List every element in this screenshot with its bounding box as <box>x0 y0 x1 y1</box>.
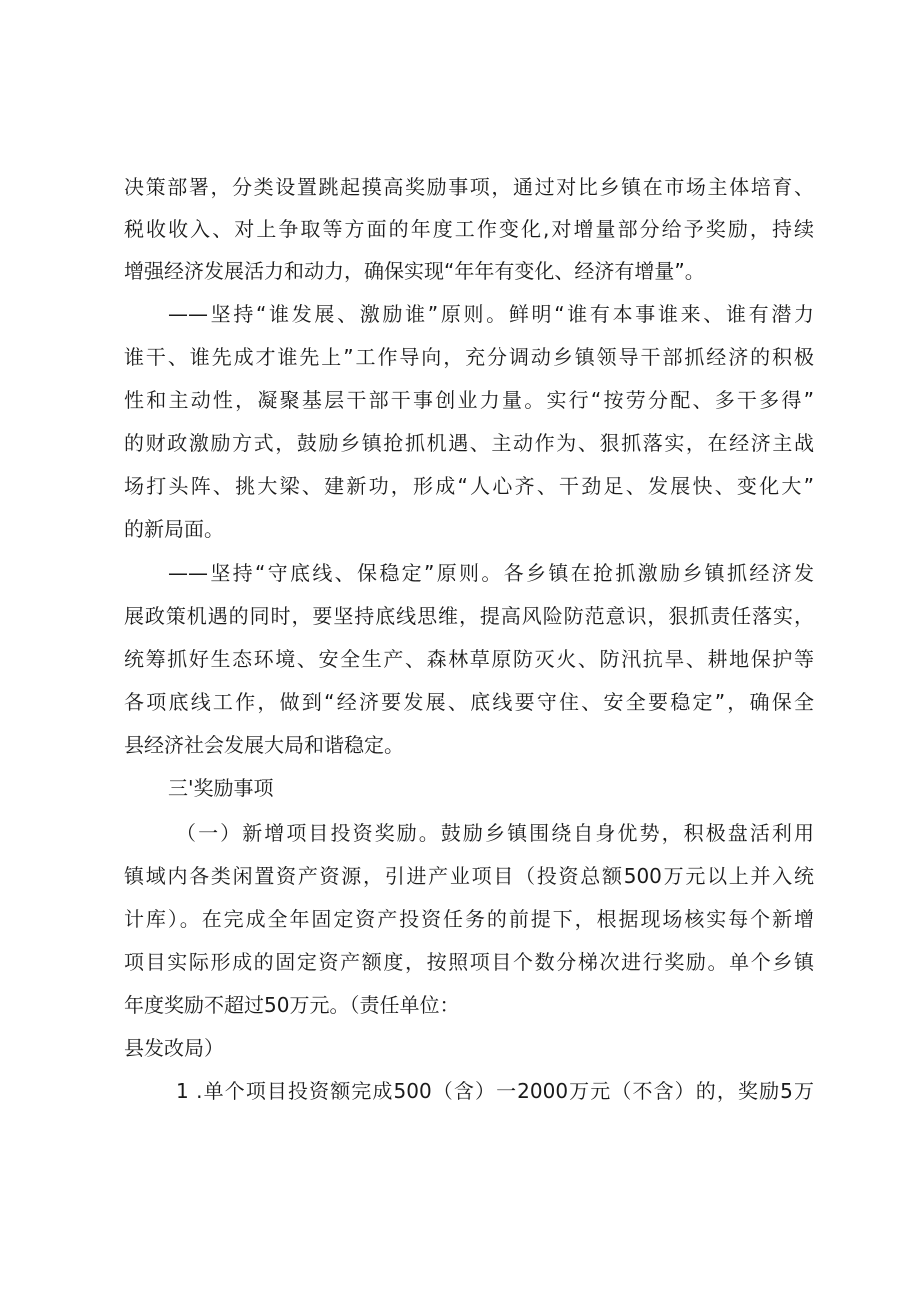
text-line-17: 镇域内各类闲置资产资源，引进产业项目（投资总额500万元以上并入统 <box>124 864 814 888</box>
text-line-5: 谁干、谁先成才谁先上”工作导向，充分调动乡镇领导干部抓经济的积极 <box>124 345 814 369</box>
text-line-9: 的新局面。 <box>124 517 224 541</box>
text-line-6: 性和主动性，凝聚基层干部干事创业力量。实行“按劳分配、多干多得” <box>124 388 814 412</box>
text-line-14: 县经济社会发展大局和谐稳定。 <box>124 733 404 757</box>
text-line-18: 计库）。在完成全年固定资产投资任务的前提下，根据现场核实每个新增 <box>124 907 814 931</box>
text-line-4: ——坚持“谁发展、激励谁”原则。鲜明“谁有本事谁来、谁有潜力 <box>168 302 814 326</box>
text-line-2: 税收收入、对上争取等方面的年度工作变化,对增量部分给予奖励，持续 <box>124 217 814 241</box>
text-line-16: （一）新增项目投资奖励。鼓励乡镇围绕自身优势，积极盘活利用 <box>176 821 814 845</box>
text-line-12: 统筹抓好生态环境、安全生产、森林草原防灭火、防汛抗旱、耕地保护等 <box>124 647 814 671</box>
text-line-22: 1 .单个项目投资额完成500（含）一2000万元（不含）的，奖励5万 <box>176 1079 814 1103</box>
text-line-3: 增强经济发展活力和动力，确保实现“年年有变化、经济有增量”。 <box>124 259 705 283</box>
text-line-19: 项目实际形成的固定资产额度，按照项目个数分梯次进行奖励。单个乡镇 <box>124 950 814 974</box>
text-line-11: 展政策机遇的同时，要坚持底线思维，提高风险防范意识，狠抓责任落实， <box>124 604 814 628</box>
text-line-13: 各项底线工作，做到“经济要发展、底线要守住、安全要稳定”，确保全 <box>124 690 814 714</box>
section-heading-rewards: 三'奖励事项 <box>168 776 274 800</box>
text-line-1: 决策部署，分类设置跳起摸高奖励事项，通过对比乡镇在市场主体培育、 <box>124 175 814 199</box>
text-line-8: 场打头阵、挑大梁、建新功，形成“人心齐、干劲足、发展快、变化大” <box>124 474 814 498</box>
text-line-20: 年度奖励不超过50万元。（责任单位： <box>124 993 460 1017</box>
text-line-10: ——坚持“守底线、保稳定”原则。各乡镇在抢抓激励乡镇抓经济发 <box>168 561 814 585</box>
text-line-7: 的财政激励方式，鼓励乡镇抢抓机遇、主动作为、狠抓落实，在经济主战 <box>124 431 814 455</box>
text-line-21: 县发改局） <box>124 1036 224 1060</box>
